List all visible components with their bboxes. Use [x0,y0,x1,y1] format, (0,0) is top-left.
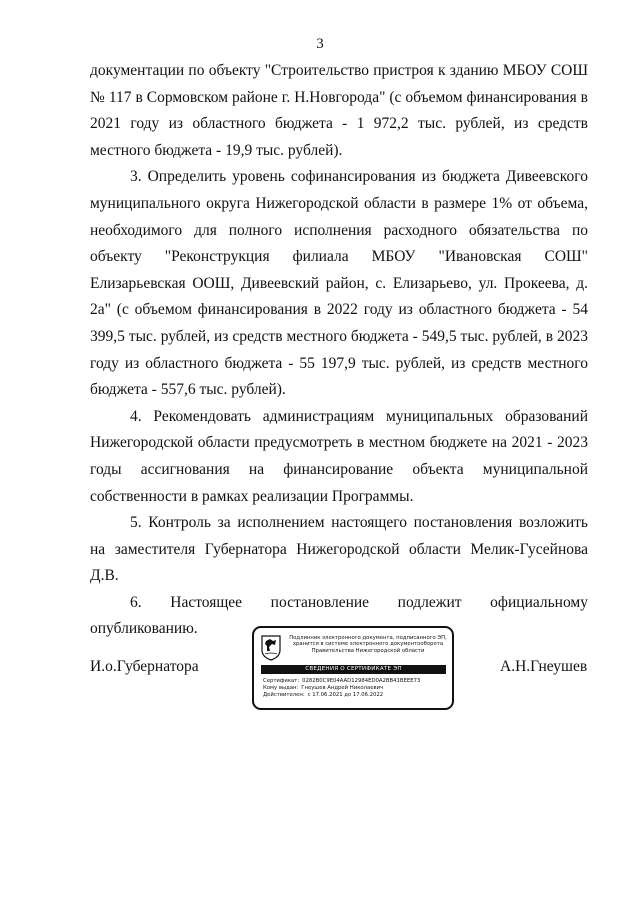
stamp-valid-row [263,692,383,698]
stamp-issued-value: Гнеушев Андрей Николаевич [301,685,384,691]
signer-title: И.о.Губернатора [90,658,199,675]
document-body [90,58,588,643]
stamp-certificate-row [263,678,420,684]
coat-of-arms-icon [261,635,281,661]
stamp-cert-value: 0282B0C9E04AAD12984ED0A2BB41BEEE73 [302,678,421,684]
stamp-valid-value: с 17.06.2021 до 17.06.2022 [307,692,384,698]
stamp-issued-label: Кому выдан: [263,685,299,691]
stamp-issued-row [263,685,383,691]
paragraph-item-4: 4. Рекомендовать администрациям муниципальных образований Нижегородской области предусмотреть в местном бюджете на 2021 - 2023 годы ассигнования на финансирование объекта муниципальной собственности в рамках реализации Программы. [90,407,588,505]
stamp-cert-label: Сертификат: [263,678,300,684]
stamp-certificate-heading: СВЕДЕНИЯ О СЕРТИФИКАТЕ ЭП [261,665,446,674]
stamp-valid-label: Действителен: [263,692,305,698]
page-number: 3 [316,36,324,52]
paragraph-continuation: документации по объекту "Строительство пристроя к зданию МБОУ СОШ № 117 в Сормовском районе г. Н.Новгорода" (с объемом финансирования в 2021 году из областного бюджета - 1 972,2 тыс. рублей, из средств местного бюджета - 19,9 тыс. рублей). [90,62,588,159]
stamp-header: Подлинник электронного документа, подписанного ЭП, хранится в системе электронного документооборота Правительства Нижегородской области [289,635,447,654]
electronic-signature-stamp [252,626,454,710]
paragraph-item-5: 5. Контроль за исполнением настоящего постановления возложить на заместителя Губернатора Нижегородской области Мелик-Гусейнова Д.В. [90,514,588,585]
paragraph-item-6: 6. Настоящее постановление подлежит официальному опубликованию. [90,593,588,638]
signer-name: А.Н.Гнеушев [500,658,588,675]
paragraph-item-3: 3. Определить уровень софинансирования из бюджета Дивеевского муниципального округа Нижегородской области в размере 1% от объема, необходимого для полного исполнения расходного обязательства по объекту "Реконструкция филиала МБОУ "Ивановская СОШ" Елизарьевская ООШ, Дивеевский район, с. Елизарьево, ул. Прокеева, д. 2а" (с объемом финансирования в 2022 году из областного бюджета - 54 399,5 тыс. рублей, из средств местного бюджета - 549,5 тыс. рублей, в 2023 году из областного бюджета - 55 197,9 тыс. рублей, из средств местного бюджета - 557,6 тыс. рублей). [90,168,588,399]
